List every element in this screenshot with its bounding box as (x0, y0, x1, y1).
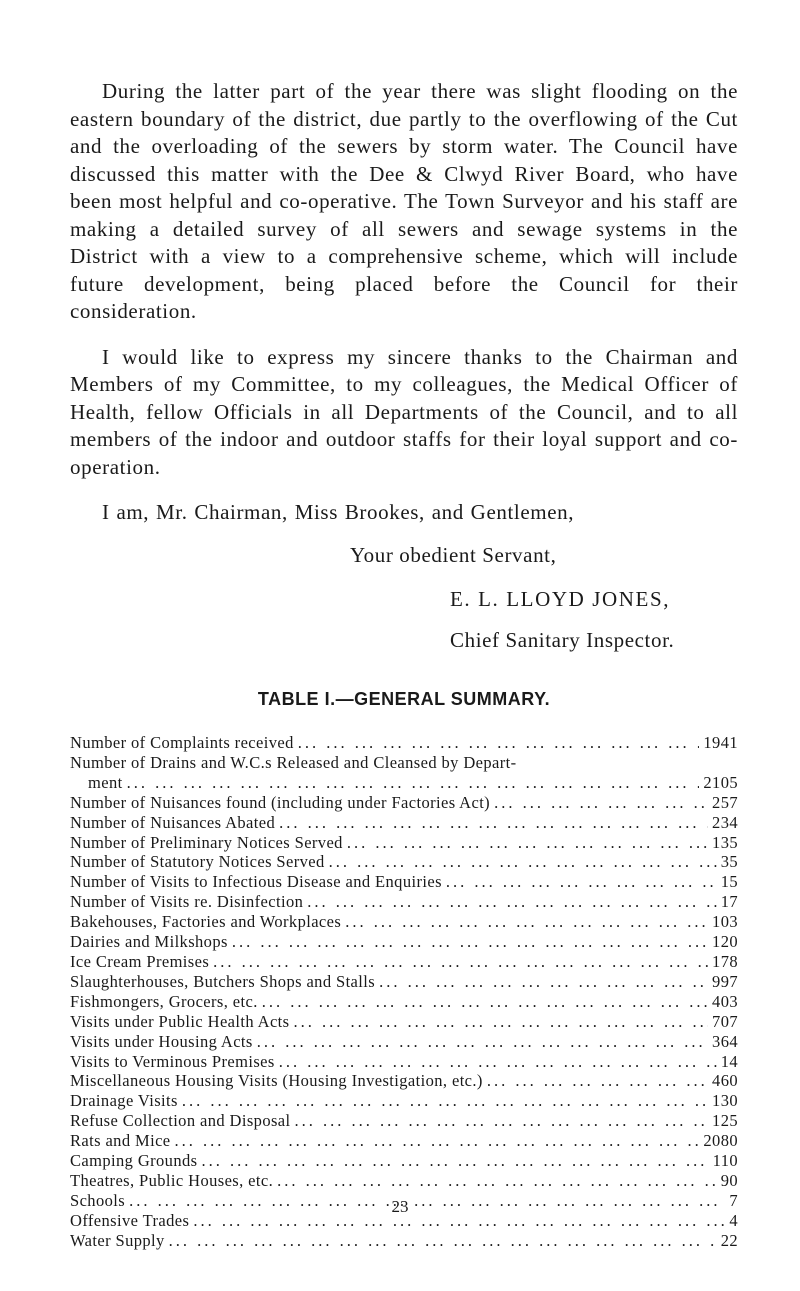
row-value: 14 (720, 1051, 738, 1071)
row-value: 257 (712, 792, 738, 812)
table-row (70, 1151, 738, 1171)
row-label: Refuse Collection and Disposal (70, 1111, 291, 1131)
row-value: 707 (712, 1011, 738, 1031)
leader-dots (232, 932, 708, 952)
paragraph-flooding: During the latter part of the year there was slight flooding on the eastern boundary of the district, due partly to the overflowing of the Cut and the overloading of the sewers by storm water. The Council have discussed this matter with the Dee & Clwyd River Board, who have been most helpful and co-operative. The Town Surveyor and his staff are making a detailed survey of all sewers and sewage systems in the District with a view to a comprehensive scheme, which will include future development, being placed before the Council for their consideration. (70, 79, 738, 323)
table-row (70, 833, 738, 853)
leader-dots (262, 992, 708, 1012)
table-row (70, 813, 738, 833)
row-value: 22 (720, 1230, 738, 1250)
row-value: 403 (712, 991, 738, 1011)
row-label: Number of Nuisances Abated (70, 812, 276, 832)
leader-dots (295, 1111, 709, 1131)
row-label: Number of Visits to Infectious Disease and Enquiries (70, 872, 442, 892)
table-row (70, 733, 738, 753)
leader-dots (279, 1052, 717, 1072)
row-label: Number of Nuisances found (including under Factories Act) (70, 792, 491, 812)
row-value: 460 (712, 1071, 738, 1091)
row-value: 103 (712, 912, 738, 932)
table-row (70, 992, 738, 1012)
row-value: 17 (720, 892, 738, 912)
row-value: 125 (712, 1111, 738, 1131)
leader-dots (257, 1032, 708, 1052)
leader-dots (279, 813, 708, 833)
table-row (70, 1231, 738, 1251)
row-label: Ice Cream Premises (70, 951, 210, 971)
table-row (70, 952, 738, 972)
row-label: Number of Complaints received (70, 733, 294, 752)
row-value: 15 (720, 872, 738, 892)
row-label: Bakehouses, Factories and Workplaces (70, 912, 342, 932)
table-row (70, 852, 738, 872)
row-label: Visits under Housing Acts (70, 1031, 253, 1051)
leader-dots (175, 1131, 700, 1151)
row-value: 178 (712, 951, 738, 971)
leader-dots (201, 1151, 708, 1171)
row-label: Water Supply (70, 1230, 165, 1250)
table-row (70, 1171, 738, 1191)
table-row (70, 872, 738, 892)
leader-dots (293, 1012, 708, 1032)
table-row (70, 892, 738, 912)
leader-dots (307, 892, 716, 912)
table-row (70, 1012, 738, 1032)
row-label: Visits under Public Health Acts (70, 1011, 290, 1031)
leader-dots (487, 1071, 708, 1091)
general-summary-table (70, 733, 738, 1251)
row-value: 2105 (703, 772, 738, 792)
row-value: 135 (712, 832, 738, 852)
table-row (70, 1131, 738, 1151)
row-label: Number of Visits re. Disinfection (70, 892, 304, 912)
row-value: 4 (729, 1210, 738, 1230)
row-label: Miscellaneous Housing Visits (Housing Investigation, etc.) (70, 1071, 483, 1091)
table-row (70, 793, 738, 813)
leader-dots (329, 852, 717, 872)
row-label: Drainage Visits (70, 1091, 178, 1111)
row-label: Visits to Verminous Premises (70, 1051, 275, 1071)
document-page (70, 78, 738, 1251)
row-label: Rats and Mice (70, 1131, 171, 1151)
row-label-continued: ment (88, 772, 123, 792)
table-row (70, 972, 738, 992)
signature-name: E. L. LLOYD JONES, (450, 587, 671, 611)
leader-dots (127, 773, 700, 793)
table-row (70, 1052, 738, 1072)
page-number: 23 (391, 1197, 409, 1216)
leader-dots (213, 952, 708, 972)
row-value: 90 (720, 1170, 738, 1190)
leader-dots (345, 912, 708, 932)
row-label: Number of Drains and W.C.s Released and Cleansed by Depart- (70, 752, 517, 772)
table-row (70, 1111, 738, 1131)
signature-title: Chief Sanitary Inspector. (450, 628, 675, 652)
salutation: I am, Mr. Chairman, Miss Brookes, and Gentlemen, (102, 500, 575, 524)
leader-dots (347, 833, 708, 853)
leader-dots (277, 1171, 717, 1191)
row-label: Number of Statutory Notices Served (70, 852, 325, 872)
row-label: Offensive Trades (70, 1210, 190, 1230)
row-value: 234 (712, 812, 738, 832)
row-value: 2080 (703, 1131, 738, 1151)
table-row (70, 912, 738, 932)
row-value: 1941 (703, 733, 738, 752)
paragraph-thanks: I would like to express my sincere thanks to the Chairman and Members of my Committee, to my colleagues, the Medical Officer of Health, fellow Officials in all Departments of the Council, and to all members of the indoor and outdoor staffs for their loyal support and co-operation. (70, 344, 738, 479)
leader-dots (379, 972, 708, 992)
closing-line: Your obedient Servant, (350, 543, 557, 567)
row-label: Number of Preliminary Notices Served (70, 832, 343, 852)
leader-dots (169, 1231, 717, 1251)
row-value: 110 (712, 1151, 738, 1171)
row-value: 120 (712, 932, 738, 952)
row-value: 130 (712, 1091, 738, 1111)
row-value: 35 (720, 852, 738, 872)
leader-dots (494, 793, 708, 813)
row-label: Dairies and Milkshops (70, 932, 228, 952)
table-title: TABLE I.—GENERAL SUMMARY. (257, 689, 551, 709)
row-label: Theatres, Public Houses, etc. (70, 1170, 274, 1190)
table-row (70, 1071, 738, 1091)
table-row (70, 1091, 738, 1111)
row-label: Schools (70, 1190, 126, 1210)
leader-dots (182, 1091, 708, 1111)
table-row (70, 753, 738, 793)
row-label: Camping Grounds (70, 1151, 198, 1171)
leader-dots (446, 872, 717, 892)
table-row (70, 932, 738, 952)
row-value: 364 (712, 1031, 738, 1051)
row-value: 997 (712, 971, 738, 991)
row-value: 7 (729, 1190, 738, 1210)
row-label: Fishmongers, Grocers, etc. (70, 991, 258, 1011)
leader-dots (298, 733, 700, 753)
row-label: Slaughterhouses, Butchers Shops and Stalls (70, 971, 376, 991)
table-row (70, 1032, 738, 1052)
